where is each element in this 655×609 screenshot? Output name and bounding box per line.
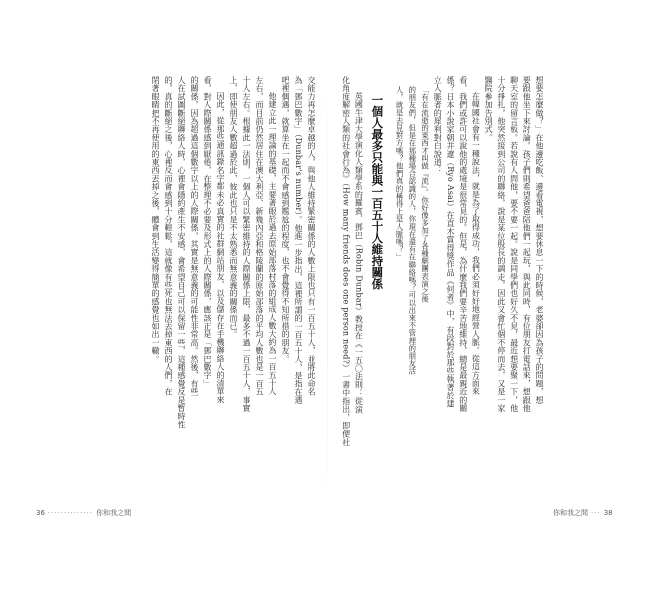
text-column: 因此，從那些通訊錄名字都未必真實的社群網站朋友、以及儲存在手機聯絡人的清單來 [216,92,225,404]
text-column: 看，我們或許可以說他的處境是很常見的。但是，為什麼我們要辛苦地維持，總是最親近的關 [458,76,468,413]
text-column: 醫院參加告別式。 [484,76,494,142]
text-column: 左右，而目前仍然居住在澳大利亞、新幾內亞和格陵蘭的原始部落的平均人數也是一百五 [255,76,264,396]
footer-dots: ··· [591,509,601,517]
page-number: 38 [603,509,613,517]
running-title: 你和我之間 [553,509,588,517]
text-column: 的關係，因為超過這個數字以上的人際關係，其實是無意義的可能性非常高。然後，有些 [190,76,199,396]
left-page [110,76,316,516]
left-page-footer [36,508,131,518]
text-column: 的，真的斷絕之後，心裡反而會感到十分輕鬆，這就像有些死也無法丟掉東西的人們，在 [164,76,173,396]
running-title: 你和我之間 [96,509,132,517]
text-column: 十人左右。根據此一法則，一個人可以緊密維持的人際關係上限，最多不過一百五十人，事實 [242,76,251,413]
page-number: 36 [36,509,45,517]
text-column: 聊天室的留言板。若說有人問他，要不要一起。說是同學們也好久不見，最近想要聚一下，他 [509,76,519,413]
text-column: 十分掙扎，他突然接到公司的聯絡，說是某位股長的調走，因此又會忙個不停而去，又是一家 [496,76,506,413]
quote-column: 人，就是去見對方嗎？他們真的稱得上是人脈嗎？」 [395,86,405,261]
text-column: 立人脈者的犀利對白說道： [433,76,443,175]
right-page [338,76,544,516]
footer-dots: ·············· [47,509,94,517]
text-column: 為「鄧巴數字」（Dunbar's number）。他進一步指出，這裡所謂的一百五十人，是指在遇 [294,76,303,405]
text-column: 他建立此一理論的基礎，主要著眼於過去原始部落村落的組成人數大約為一百五十人 [268,92,277,396]
text-column: 交能力再怎麼卓越的人，與他人維持緊密關係的人數上限也只有一百五十人，並將此命名 [307,76,316,396]
right-page-footer [553,508,613,518]
text-column: 看，對人際關係感到厭倦，在整理不必要及形式上的人際關係，應該正是「鄧巴數字」 [203,76,212,388]
right-page-text [338,76,544,516]
text-column: 係？日本小說家朝井遼（Ryo Asai）在直木賞得獎作品《何者》中，有段對於那些執著於建 [445,76,455,408]
section-heading: 一個人最多只能與一百五十人維持關係 [370,94,385,290]
text-column: 在韓國社會有一種說法，就是為了取得成功，我們必須好好地經營人脈。從這方面來 [471,92,481,396]
quote-column: 的朋友們，但是在那種場合認識的人，你現在還有在聯絡嗎？可以出來不管理的朋友活 [407,86,417,375]
page-gutter [327,60,328,530]
text-column: 閉著眼睛把不再使用的東西丟掉之後，體會到生活變得簡單的感覺也如出一轍。 [151,76,160,363]
text-column: 英國牛津大學演化人類學系的羅賓．鄧巴（Robin Dunbar）教授在《一五〇法則：從演 [354,92,364,414]
text-column: 化角度解密人類的社會行為》（How many friends does one person need?）一書中指出，即便社 [341,76,351,447]
text-column: 人在試圖斷絕聯絡人時，心裡會隱約產生不安感，會希望自己可以保留一些，這種感覺反是暫時性 [177,76,186,429]
left-page-text [110,76,316,516]
text-column: 吧裡偶遇，就算坐在一起而不會感到尷尬的程度，也不會覺得不知所措的朋友。 [281,76,290,363]
text-column: 上，即使朋友人數超過於此，彼此也只是不太熟悉而無意義的關係而已。 [229,76,238,339]
text-column: 要跟他坐下來討論。孩子們則希望爸爸陪他們一起玩，與此同時，有位朋友打電話來，想跟他 [522,76,532,413]
text-column: 想要怎麼做？」在他邊吃飯、邊看電視，想要休息一下的時候，老婆卻因為孩子的問題，想 [535,76,544,404]
quote-column: 「有在流逝的東西才叫做『流』。你好像多加了各種劇團表演之後 [420,86,430,303]
